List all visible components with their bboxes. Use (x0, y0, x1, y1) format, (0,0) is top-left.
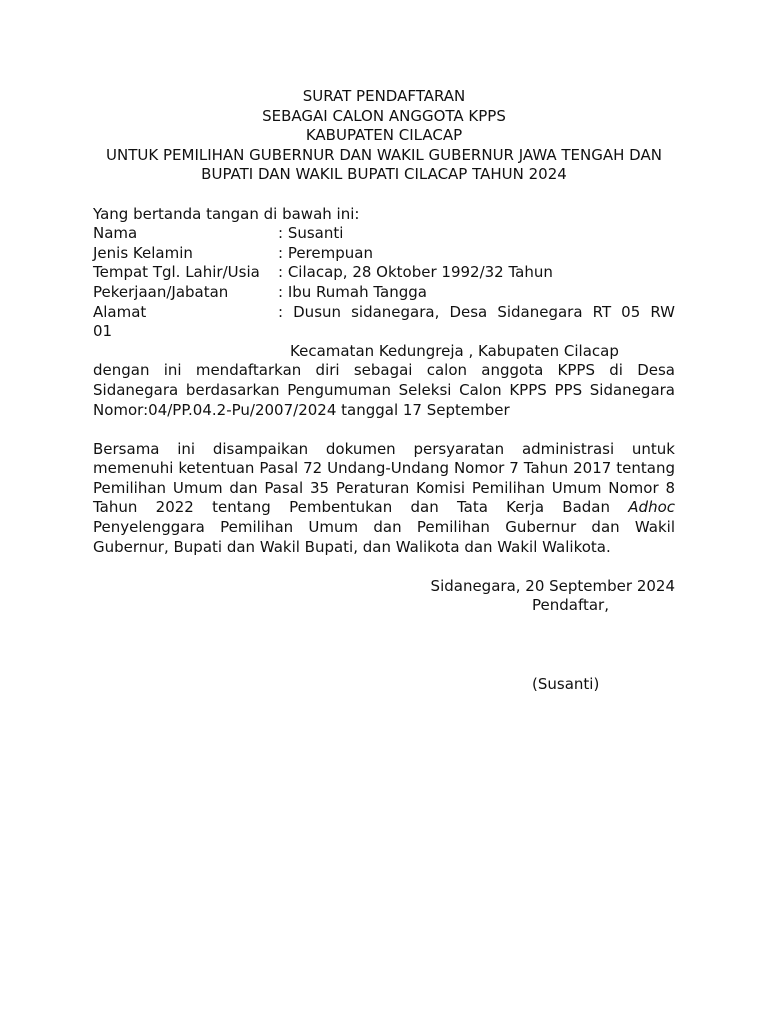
field-value: : Perempuan (278, 243, 373, 262)
document-title (93, 87, 675, 185)
signatory-name: (Susanti) (532, 674, 600, 693)
intro-text: Yang bertanda tangan di bawah ini: (93, 204, 360, 223)
field-label: Nama (93, 224, 138, 243)
title-line-3: KABUPATEN CILACAP (305, 126, 463, 145)
italic-term: Adhoc (628, 498, 675, 517)
alamat-wrap: 01 (93, 322, 113, 341)
field-label: Jenis Kelamin (93, 243, 193, 262)
document-page (93, 87, 675, 694)
place-date: Sidanegara, 20 September 2024 (430, 576, 675, 595)
field-value: : Susanti (278, 224, 344, 243)
field-label: Pekerjaan/Jabatan (93, 282, 229, 301)
field-label: Alamat (93, 302, 147, 321)
title-line-4: UNTUK PEMILIHAN GUBERNUR DAN WAKIL GUBERNUR JAWA TENGAH DAN (106, 145, 662, 164)
title-line-5: BUPATI DAN WAKIL BUPATI CILACAP TAHUN 2024 (201, 165, 567, 184)
field-value: : Dusun sidanegara, Desa Sidanegara RT 05 RW (278, 302, 675, 321)
field-ttl (93, 263, 675, 283)
field-value: : Ibu Rumah Tangga (278, 282, 427, 301)
paragraph-text: Bersama ini disampaikan dokumen persyaratan administrasi untuk memenuhi ketentuan Pasal 72 Undang-Undang Nomor 7 Tahun 2017 tentang Pemilihan Umum dan Pasal 35 Peraturan Komisi Pemilihan Umum Nomor 8 Tahun 2022 tentang Pembentukan dan Tata Kerja Badan (93, 439, 675, 517)
title-line-2: SEBAGAI CALON ANGGOTA KPPS (262, 106, 506, 125)
field-pekerjaan (93, 283, 675, 303)
alamat-continuation: Kecamatan Kedungreja , Kabupaten Cilacap (290, 341, 619, 360)
paragraph-registration: dengan ini mendaftarkan diri sebagai calon anggota KPPS di Desa Sidanegara berdasarkan Pengumuman Seleksi Calon KPPS PPS Sidanegara Nomor:04/PP.04.2-Pu/2007/2024 tanggal 17 September (93, 361, 675, 419)
field-nama (93, 224, 675, 244)
field-jenis-kelamin (93, 244, 675, 264)
field-alamat (93, 303, 675, 323)
paragraph-documents (93, 440, 675, 558)
field-label: Tempat Tgl. Lahir/Usia (93, 263, 260, 282)
paragraph-text: Penyelenggara Pemilihan Umum dan Pemilihan Gubernur dan Wakil Gubernur, Bupati dan Wakil Bupati, dan Walikota dan Wakil Walikota. (93, 518, 675, 556)
signer-role: Pendaftar, (532, 596, 609, 615)
field-value: : Cilacap, 28 Oktober 1992/32 Tahun (278, 263, 553, 282)
title-line-1: SURAT PENDAFTARAN (302, 87, 466, 105)
